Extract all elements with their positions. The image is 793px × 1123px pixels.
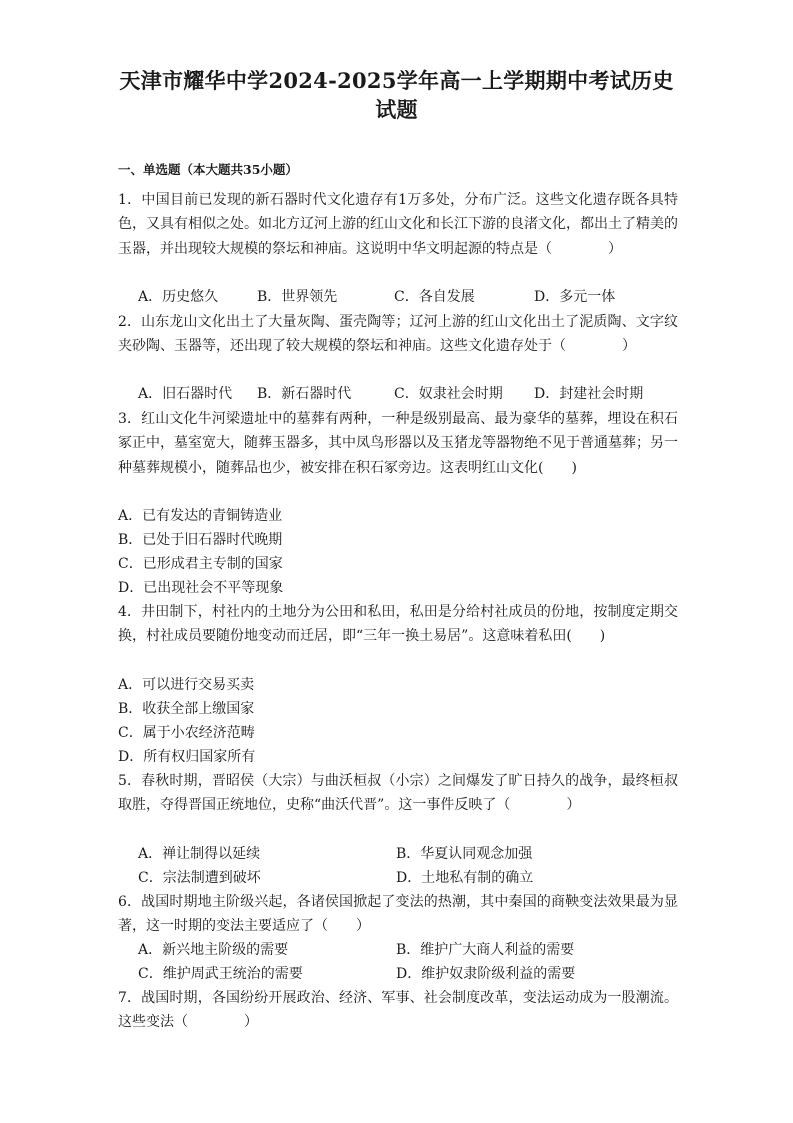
exam-title-line-1: 天津市耀华中学2024-2025学年高一上学期期中考试历史 <box>119 68 674 93</box>
question-5-option-c: C．宗法制遭到破坏 <box>138 870 261 886</box>
section-heading: 一、单选题（本大题共35小题） <box>118 162 298 177</box>
question-3-stem: 3．红山文化牛河梁遗址中的墓葬有两种，一种是级别最高、最为豪华的墓葬，埋设在积石冢正中，墓室宽大，随葬玉器多，其中凤鸟形器以及玉猪龙等器物绝不见于普通墓葬；另一种墓葬规模小，随葬品也少，被安排在积石冢旁边。这表明红山文化( ) <box>118 411 678 476</box>
question-1-option-a: A．历史悠久 <box>138 289 219 305</box>
question-4-option-b: B．收获全部上缴国家 <box>118 701 255 717</box>
question-7-stem: 7．战国时期，各国纷纷开展政治、经济、军事、社会制度改革，变法运动成为一股潮流。这些变法（ ） <box>118 990 678 1031</box>
exam-title-line-2: 试题 <box>375 97 418 122</box>
question-1-stem: 1．中国目前已发现的新石器时代文化遗存有1万多处，分布广泛。这些文化遗存既各具特色，又具有相似之处。如北方辽河上游的红山文化和长江下游的良渚文化，都出土了精美的玉器，并出现较大规模的祭坛和神庙。这说明中华文明起源的特点是（ ） <box>118 192 678 257</box>
question-5-option-b: B．华夏认同观念加强 <box>396 846 533 862</box>
question-4-option-d: D．所有权归国家所有 <box>118 749 256 765</box>
question-6-option-a: A．新兴地主阶级的需要 <box>138 942 289 958</box>
question-6-option-c: C．维护周武王统治的需要 <box>138 966 303 982</box>
question-4-option-a: A．可以进行交易买卖 <box>118 677 255 693</box>
question-5-option-a: A．禅让制得以延续 <box>138 846 261 862</box>
question-3-option-c: C．已形成君主专制的国家 <box>118 556 283 572</box>
question-2-stem: 2．山东龙山文化出土了大量灰陶、蛋壳陶等；辽河上游的红山文化出土了泥质陶、文字纹夹砂陶、玉器等，还出现了较大规模的祭坛和神庙。这些文化遗存处于（ ） <box>118 314 678 355</box>
question-6-option-b: B．维护广大商人利益的需要 <box>396 942 575 958</box>
question-6-stem: 6．战国时期地主阶级兴起，各诸侯国掀起了变法的热潮，其中秦国的商鞅变法效果最为显著，这一时期的变法主要适应了（ ） <box>118 894 678 935</box>
question-2-option-c: C．奴隶社会时期 <box>394 386 503 402</box>
question-3-option-b: B．已处于旧石器时代晚期 <box>118 532 283 548</box>
question-3-option-d: D．已出现社会不平等现象 <box>118 580 284 596</box>
question-1-option-c: C．各自发展 <box>394 289 475 305</box>
exam-title <box>100 66 693 124</box>
question-5-option-d: D．土地私有制的确立 <box>396 870 534 886</box>
question-6-option-d: D．维护奴隶阶级利益的需要 <box>396 966 576 982</box>
question-2-option-a: A．旧石器时代 <box>138 386 233 402</box>
question-4-stem: 4．井田制下，村社内的土地分为公田和私田，私田是分给村社成员的份地，按制度定期交换，村社成员要随份地变动而迁居，即“三年一换土易居”。这意味着私田( ) <box>118 604 678 645</box>
question-4-option-c: C．属于小农经济范畴 <box>118 725 255 741</box>
question-5-stem: 5．春秋时期，晋昭侯（大宗）与曲沃桓叔（小宗）之间爆发了旷日持久的战争，最终桓叔取胜，夺得晋国正统地位，史称“曲沃代晋”。这一事件反映了（ ） <box>118 773 678 814</box>
question-2-option-b: B．新石器时代 <box>257 386 352 402</box>
question-2-option-d: D．封建社会时期 <box>534 386 644 402</box>
question-1-option-d: D．多元一体 <box>534 289 616 305</box>
question-1-option-b: B．世界领先 <box>257 289 338 305</box>
question-3-option-a: A．已有发达的青铜铸造业 <box>118 508 283 524</box>
